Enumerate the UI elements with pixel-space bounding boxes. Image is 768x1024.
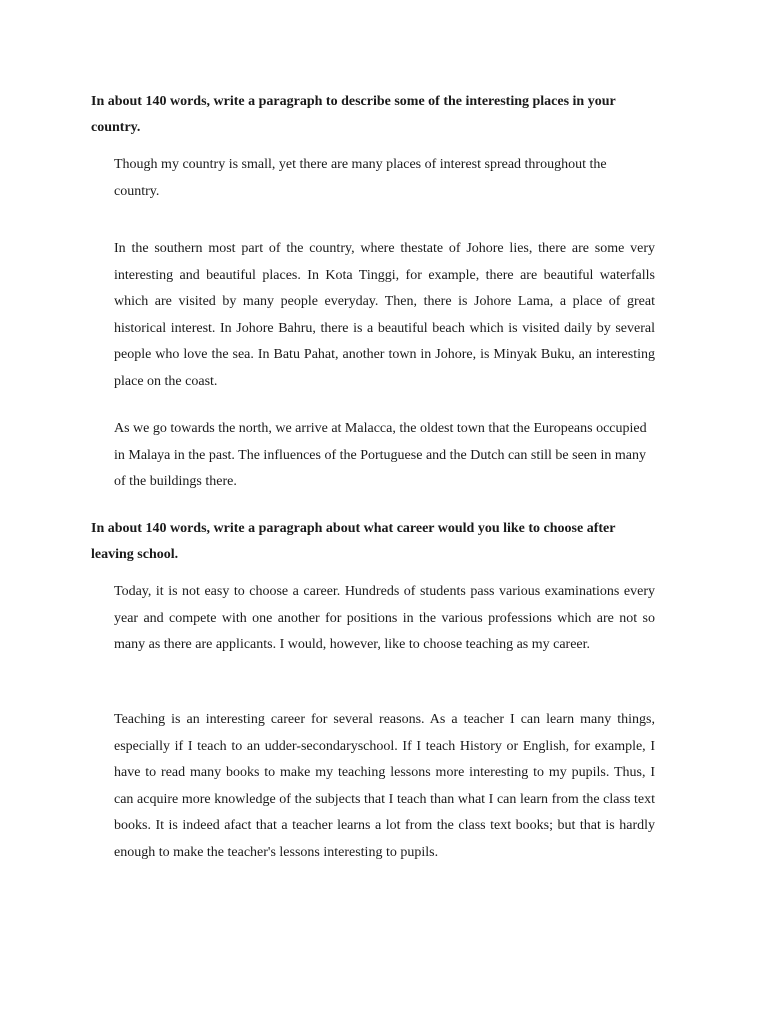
section1-paragraph-2: In the southern most part of the country, where thestate of Johore lies, there are some very interesting and beautiful places. In Kota Tinggi, for example, there are beautiful waterfalls which are visited by many people everyday. Then, there is Johore Lama, a place of great historical interest. In Johore Bahru, there is a beautiful beach which is visited daily by several people who love the sea. In Batu Pahat, another town in Johore, is Minyak Buku, an interesting place on the coast. xyxy=(114,241,655,389)
section2-paragraph-2: Teaching is an interesting career for several reasons. As a teacher I can learn many things, especially if I teach to an udder-secondaryschool. If I teach History or English, for example, I have to read many books to make my teaching lessons more interesting to my pupils. Thus, I can acquire more knowledge of the subjects that I teach than what I can learn from the class text books. It is indeed afact that a teacher learns a lot from the class text books; but that is hardly enough to make the teacher's lessons interesting to pupils. xyxy=(114,712,655,860)
section1-paragraph-1: Though my country is small, yet there are many places of interest spread throughout the country. xyxy=(114,157,607,199)
section1-heading: In about 140 words, write a paragraph to describe some of the interesting places in your country. xyxy=(91,94,616,135)
section1-paragraph-3: As we go towards the north, we arrive at Malacca, the oldest town that the Europeans occupied in Malaya in the past. The influences of the Portuguese and the Dutch can still be seen in many of the buildings there. xyxy=(114,421,647,489)
section2-paragraph-1: Today, it is not easy to choose a career. Hundreds of students pass various examinations every year and compete with one another for positions in the various professions which are not so many as there are applicants. I would, however, like to choose teaching as my career. xyxy=(114,584,655,652)
section2-heading: In about 140 words, write a paragraph about what career would you like to choose after leaving school. xyxy=(91,521,616,562)
